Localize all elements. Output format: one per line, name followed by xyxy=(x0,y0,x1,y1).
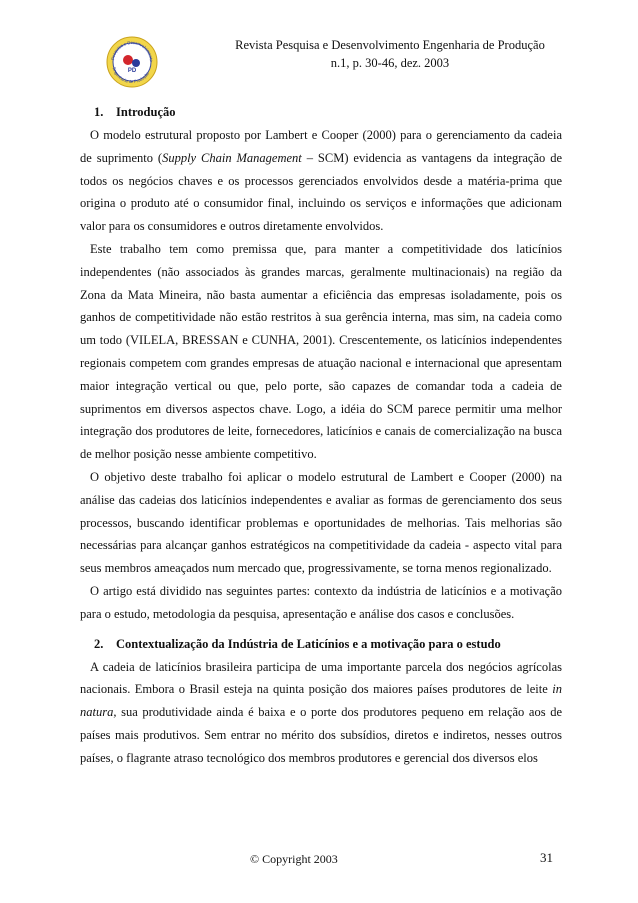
paragraph: A cadeia de laticínios brasileira participa de uma importante parcela dos negócios agrícolas nacionais. Embora o Brasil esteja na quinta posição dos maiores países produtores de leite in natura, sua produtividade ainda é baixa e o porte dos produtores pequeno em relação aos de países mais produtivos. Sem entrar no mérito dos subsídios, diretos e indiretos, nesses outros países, o flagrante atraso tecnológico dos membros produtores e gerencial dos diversos elos xyxy=(80,659,562,765)
paragraph: O objetivo deste trabalho foi aplicar o modelo estrutural de Lambert e Cooper (2000) na análise das cadeias dos laticínios independentes e avaliar as formas de gerenciamento dos seus processos, buscando identificar problemas e oportunidades de melhorias. Tais melhorias são necessárias para alcançar ganhos estratégicos na competitividade da cadeia - aspecto vital para seus membros ameaçados num mercado que, progressivamente, se torna menos regionalizado. xyxy=(80,469,562,576)
journal-title: Revista Pesquisa e Desenvolvimento Engenharia de Produção xyxy=(235,38,545,52)
journal-logo xyxy=(106,36,158,88)
svg-text:Engenharia de Produção: Engenharia de Produção xyxy=(111,66,150,85)
article-body xyxy=(80,98,562,770)
paragraph: Este trabalho tem como premissa que, para manter a competitividade dos laticínios independentes (não associados às grandes marcas, geralmente multinacionais) na região da Zona da Mata Mineira, não basta aumentar a eficiência das empresas isoladamente, pois os ganhos de competitividade não estão restritos à sua gerência interna, mas sim, na cadeia como um todo (VILELA, BRESSAN e CUNHA, 2001). Crescentemente, os laticínios independentes regionais competem com grandes empresas de atuação nacional e internacional que apresentam maior integração vertical ou que, pelo porte, são capazes de comandar toda a cadeia de suprimentos em diversos aspectos chave. Logo, a idéia do SCM parece permitir uma melhor integração dos produtores de leite, fornecedores, laticínios e canais de comercialização na busca de melhor posição nesse ambiente competitivo. xyxy=(80,241,562,462)
journal-issue: n.1, p. 30-46, dez. 2003 xyxy=(330,56,450,70)
section-heading-introduction xyxy=(80,100,562,124)
paragraph: O modelo estrutural proposto por Lambert e Cooper (2000) para o gerenciamento da cadeia de suprimento (Supply Chain Management – SCM) evidencia as vantagens da integração de todos os negócios chaves e os processos gerenciados envolvidos desde a matéria-prima que origina o produto até o consumidor final, incluindo os serviços e informações que adicionam valor para os consumidores e outros diretamente envolvidos. xyxy=(80,128,563,234)
footer-copyright: © Copyright 2003 xyxy=(250,852,338,866)
paragraph: O artigo está dividido nas seguintes partes: contexto da indústria de laticínios e a motivação para o estudo, metodologia da pesquisa, apresentação e análise dos casos e conclusões. xyxy=(80,583,562,621)
section-number: 1. xyxy=(94,105,104,119)
italic-term: Supply Chain Management xyxy=(162,150,302,165)
journal-header xyxy=(220,36,560,72)
page-number: 31 xyxy=(540,850,553,865)
journal-seal-icon xyxy=(106,36,158,88)
section-heading-context xyxy=(80,632,562,656)
svg-text:PD: PD xyxy=(127,68,137,74)
italic-term: in natura, xyxy=(80,682,562,720)
svg-text:Pesquisa e Desenvolvimento: Pesquisa e Desenvolvimento xyxy=(110,39,155,62)
section-title: Introdução xyxy=(116,105,176,119)
section-title: Contextualização da Indústria de Laticínios e a motivação para o estudo xyxy=(116,636,501,651)
section-number: 2. xyxy=(94,636,104,651)
